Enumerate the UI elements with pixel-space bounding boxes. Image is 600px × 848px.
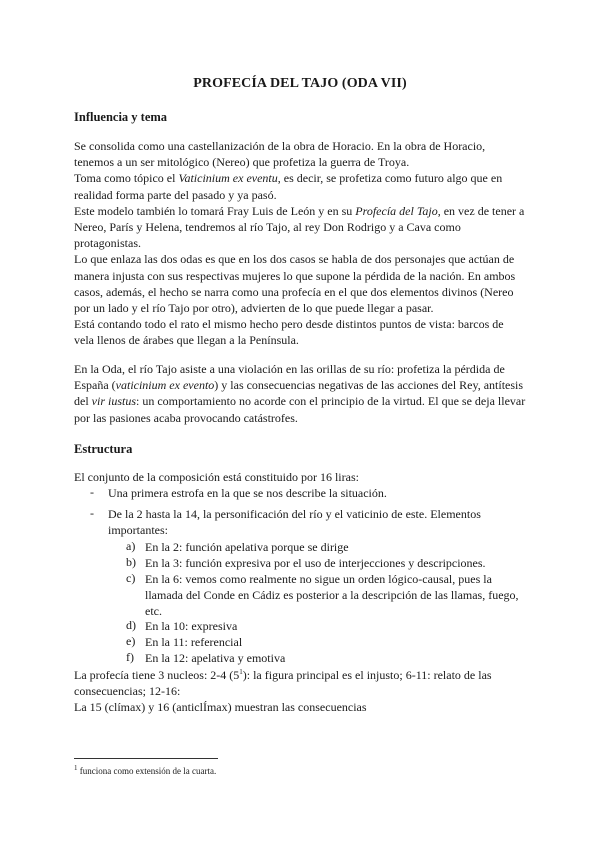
- section-heading-influencia: Influencia y tema: [74, 110, 168, 124]
- text-line: [74, 203, 530, 219]
- italic-term: vir iustus: [91, 394, 137, 409]
- list-item-d: En la 10: expresiva: [145, 619, 238, 633]
- list-letter: a): [126, 539, 136, 553]
- footnote-text: funciona como extensión de la cuarta.: [77, 766, 217, 776]
- text-line: [74, 170, 530, 186]
- text-line: manera injusta con sus respectivas mujeres lo que supone la pérdida de la nación. En ambos: [74, 268, 516, 283]
- text-run: Toma como tópico el: [74, 171, 179, 186]
- bullet-dash: -: [90, 485, 94, 499]
- list-item-f: En la 12: apelativa y emotiva: [145, 651, 286, 665]
- text-line: [74, 393, 530, 409]
- list-item-e: En la 11: referencial: [145, 635, 243, 649]
- text-line: por un lado y el río Tajo por otro), advierten de lo que puede llegar a pasar.: [74, 301, 434, 316]
- footnote: [74, 766, 216, 776]
- text-run: ) y las consecuencias negativas de las acciones del Rey, antítesis: [214, 378, 524, 393]
- text-run: Este modelo también lo tomará Fray Luis de León y en su: [74, 203, 356, 218]
- list-item-a: En la 2: función apelativa porque se dirige: [145, 540, 349, 554]
- list-letter: b): [126, 555, 136, 569]
- text-line: En la Oda, el río Tajo asiste a una violación en las orillas de su río: profetiza la pérdida de: [74, 362, 505, 376]
- bullet-item-1: Una primera estrofa en la que se nos describe la situación.: [108, 486, 387, 500]
- text-line: llamada del Conde en Cádiz es posterior a la descripción de las llamas, fuego,: [145, 588, 519, 603]
- text-line: En la 6: vemos como realmente no sigue un orden lógico-causal, pues la: [145, 572, 492, 586]
- text-line: tenemos a un ser mitológico (Nereo) que profetiza la guerra de Troya.: [74, 155, 410, 170]
- text-run: España (: [74, 378, 116, 393]
- list-letter: d): [126, 618, 136, 632]
- text-line: protagonistas.: [74, 236, 141, 251]
- text-run: , es decir, se profetiza como futuro algo que en: [277, 171, 503, 186]
- text-line: La 15 (clímax) y 16 (anticlÍmax) muestran las consecuencias: [74, 700, 367, 715]
- paragraph-horacio: [74, 138, 530, 349]
- paragraph-nucleos: [74, 667, 530, 716]
- footnote-separator: [74, 758, 218, 759]
- text-run: La profecía tiene 3 nucleos: 2-4 (5: [74, 668, 240, 682]
- text-line: [74, 377, 530, 393]
- list-letter: e): [126, 634, 136, 648]
- text-line: [74, 667, 530, 683]
- list-item-b: En la 3: función expresiva por el uso de interjecciones y descripciones.: [145, 556, 486, 570]
- text-run: ): la figura principal es el injusto; 6-11: relato de las: [242, 668, 492, 682]
- document-title: PROFECÍA DEL TAJO (ODA VII): [193, 76, 407, 91]
- text-line: realidad forma parte del pasado y ya pasó.: [74, 187, 277, 202]
- italic-term: Profecía del Tajo: [355, 203, 438, 218]
- text-line: Está contando todo el rato el mismo hecho pero desde distintos puntos de vista: barcos de: [74, 317, 504, 332]
- text-line: vela llenos de árabes que llegan a la Península.: [74, 333, 299, 348]
- text-line: por las pasiones acaba provocando catástrofes.: [74, 410, 298, 425]
- text-line: casos, además, el hecho se narra como una profecía en el que dos elementos divinos (Nereo: [74, 284, 514, 299]
- footnote-ref: 1: [239, 668, 243, 676]
- structure-intro: El conjunto de la composición está constituido por 16 liras:: [74, 470, 359, 484]
- list-letter: f): [126, 650, 134, 664]
- text-line: Nereo, París y Helena, tendremos al río Tajo, al rey Don Rodrigo y a Cava como: [74, 220, 461, 235]
- text-line: consecuencias; 12-16:: [74, 684, 181, 699]
- text-run: : un comportamiento no acorde con el principio de la virtud. El que se deja llevar: [136, 394, 526, 409]
- list-item-c: [145, 571, 519, 620]
- italic-term: Vaticinium ex eventu: [178, 171, 278, 186]
- paragraph-oda: [74, 361, 530, 426]
- text-line: importantes:: [108, 523, 168, 538]
- text-run: del: [74, 394, 92, 409]
- text-line: Lo que enlaza las dos odas es que en los dos casos se habla de dos personajes que actúan de: [74, 252, 515, 267]
- bullet-dash: -: [90, 506, 94, 520]
- list-letter: c): [126, 571, 136, 585]
- text-line: Se consolida como una castellanización de la obra de Horacio. En la obra de Horacio,: [74, 139, 486, 153]
- text-line: etc.: [145, 604, 162, 619]
- bullet-item-2: [108, 506, 481, 538]
- section-heading-estructura: Estructura: [74, 442, 133, 456]
- text-line: De la 2 hasta la 14, la personificación del río y el vaticinio de este. Elementos: [108, 507, 481, 521]
- text-run: , en vez de tener a: [437, 203, 525, 218]
- footnote-mark: 1: [74, 764, 78, 772]
- italic-term: vaticinium ex evento: [115, 378, 215, 393]
